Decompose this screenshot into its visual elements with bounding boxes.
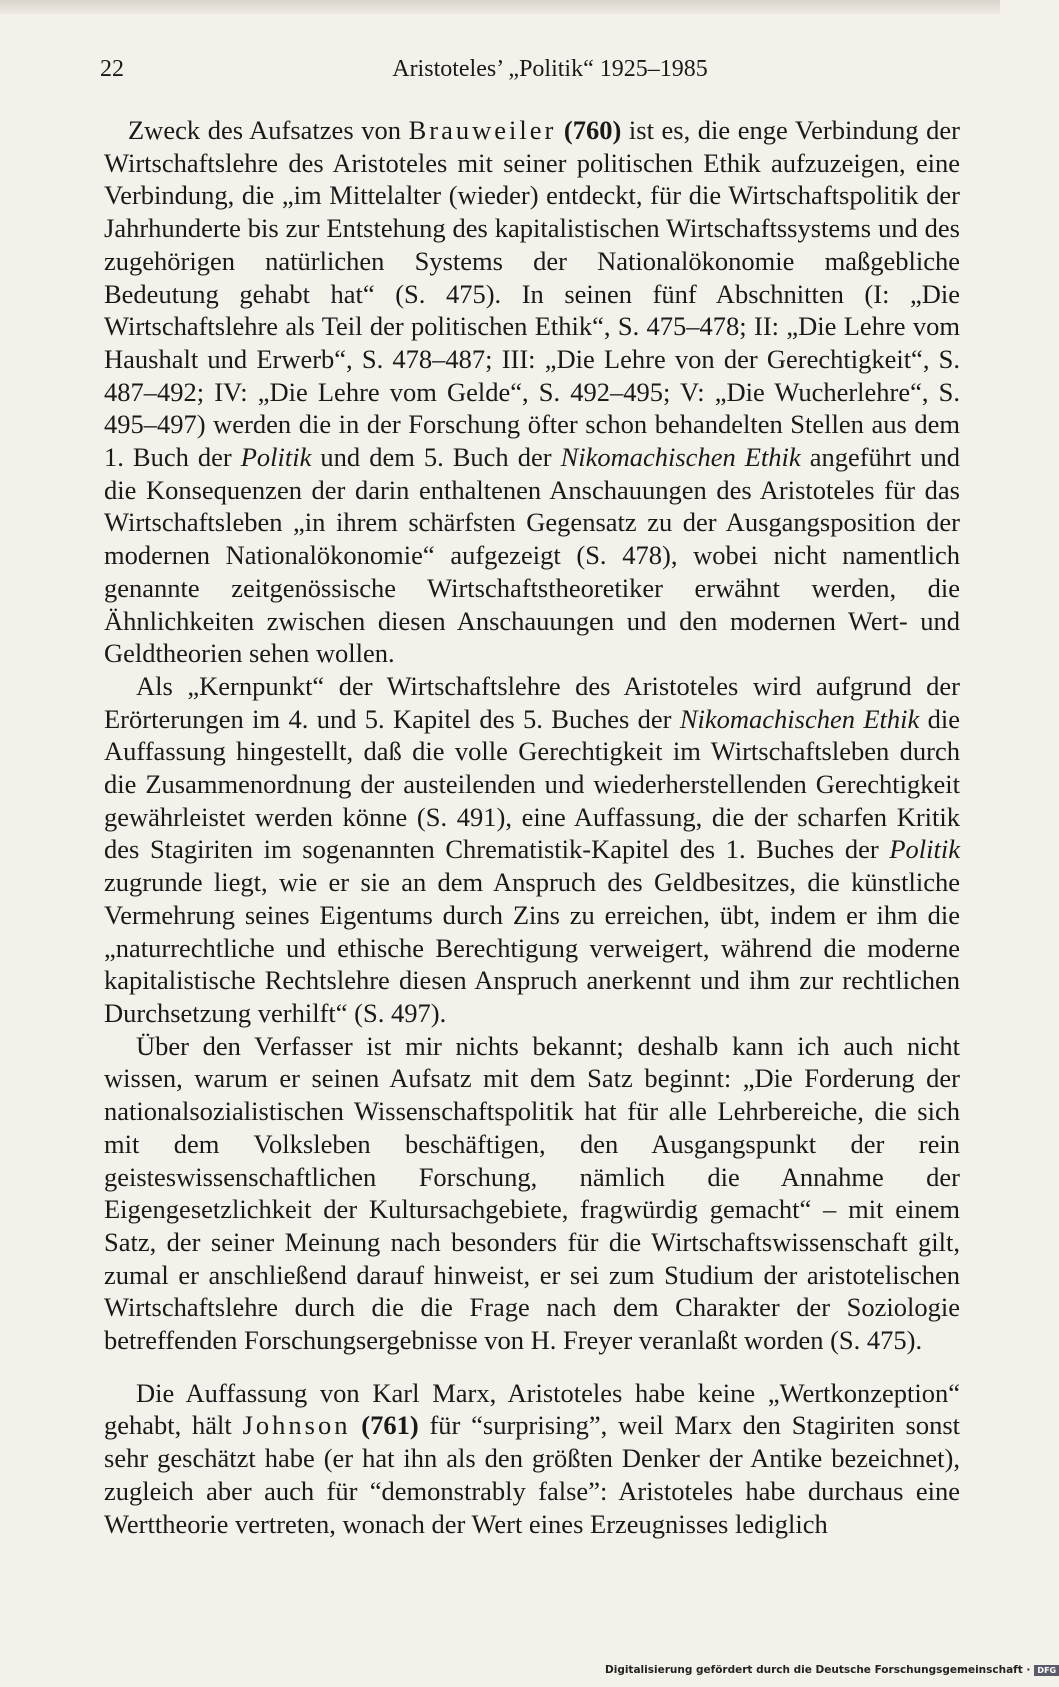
page-number: 22	[100, 56, 124, 82]
paragraph-4	[104, 1377, 960, 1541]
work-title: Politik	[889, 834, 960, 865]
scan-top-edge	[0, 0, 1000, 14]
reference-number: (761)	[361, 1410, 419, 1441]
page-header	[100, 56, 960, 90]
paragraph-3	[104, 1030, 960, 1357]
work-title: Nikomachischen Ethik	[679, 703, 920, 734]
author-name-johnson: Johnson	[242, 1410, 351, 1441]
author-name-brauweiler: Brauweiler	[408, 115, 557, 145]
body-text	[104, 114, 960, 1540]
text-span: und dem 5. Buch der	[311, 442, 561, 473]
digitization-footer	[605, 1664, 1057, 1682]
work-title: Nikomachischen Ethik	[560, 442, 801, 473]
text-span	[350, 1410, 361, 1440]
text-span: Über den Verfasser ist mir nichts bekannt; deshalb kann ich auch nicht wissen, warum er seinen Aufsatz mit dem Satz beginnt: „Die Forderung der nationalsozialistischen Wissenschaftspolitik hat für alle Lehrbereiche, die sich mit dem Volksleben beschäftigen, den Ausgangspunkt der rein geisteswissenschaftlichen Forschung, nämlich die Annahme der Eigengesetzlichkeit der Kultursachgebiete, fragwürdig gemacht“ – mit einem Satz, der seiner Meinung nach besonders für die Wirtschaftswissenschaft gilt, zumal er anschließend darauf hinweist, er sei zum Studium der aristotelischen Wirtschaftslehre durch die die Frage nach dem Charakter der Soziologie betreffenden Forschungsergebnisse von H. Freyer veranlaßt worden (S. 475).	[104, 1030, 960, 1356]
running-title: Aristoteles’ „Politik“ 1925–1985	[392, 56, 708, 82]
paragraph-2	[104, 670, 960, 1030]
work-title: Politik	[240, 442, 312, 473]
text-span: Die Auffassung von Karl Marx, Aristoteles habe keine „Wertkonzeption“ gehabt, hält	[104, 1377, 960, 1441]
text-span: die Auffassung hingestellt, daß die volle Gerechtigkeit im Wirtschaftsleben durch die Zusammenordnung der austeilenden und wiederherstellenden Gerechtigkeit gewährleistet werden könne (S. 491), eine Auffassung, die der scharfen Kritik des Stagiriten im sogenannten Chrematistik-Kapitel des 1. Buches der	[104, 703, 961, 865]
text-span: angeführt und die Konsequenzen der darin enthaltenen Anschauungen des Aristoteles für das Wirtschaftsleben „in ihrem schärfsten Gegensatz zu der Ausgangsposition der modernen Nationalökonomie“ aufgezeigt (S. 478), wobei nicht namentlich genannte zeitgenössische Wirtschaftstheoretiker erwähnt werden, die Ähnlichkeiten zwischen diesen Anschauungen und den modernen Wert- und Geldtheorien sehen wollen.	[104, 442, 961, 669]
paragraph-1	[104, 114, 960, 670]
text-span: zugrunde liegt, wie er sie an dem Anspruch des Geldbesitzes, die künstliche Vermehrung seines Eigentums durch Zins zu erreichen, übt, indem er ihm die „naturrechtliche und ethische Berechtigung verweigert, während die moderne kapitalistische Rechtslehre diesen Anspruch anerkennt und ihm zur rechtlichen Durchsetzung verhilft“ (S. 497).	[104, 867, 960, 1028]
funding-note: Digitalisierung gefördert durch die Deutsche Forschungsgemeinschaft ·	[605, 1664, 1031, 1676]
dfg-logo: DFG	[1034, 1665, 1059, 1676]
text-span: für “surprising”, weil Marx den Stagiriten sonst sehr geschätzt habe (er hat ihn als den größten Denker der Antike bezeichnet), zugleich aber auch für “demonstrably false”: Aristoteles habe durchaus eine Werttheorie vertreten, wonach der Wert eines Erzeugnisses lediglich	[104, 1410, 961, 1539]
reference-number: (760)	[563, 115, 622, 145]
text-span: Zweck des Aufsatzes von	[128, 115, 409, 145]
text-span: Als „Kernpunkt“ der Wirtschaftslehre des Aristoteles wird aufgrund der Erörterungen im 4. und 5. Kapitel des 5. Buches der	[104, 670, 960, 734]
text-span	[556, 115, 564, 145]
text-span: ist es, die enge Verbindung der Wirtschaftslehre des Aristoteles mit seiner politischen Ethik aufzuzeigen, eine Verbindung, die „im Mittelalter (wieder) entdeckt, für die Wirtschaftspolitik der Jahrhunderte bis zur Entstehung des kapitalistischen Wirtschaftssystems und des zugehörigen natürlichen Systems der Nationalökonomie maßgebliche Bedeutung gehabt hat“ (S. 475). In seinen fünf Abschnitten (I: „Die Wirtschaftslehre als Teil der politischen Ethik“, S. 475–478; II: „Die Lehre vom Haushalt und Erwerb“, S. 478–487; III: „Die Lehre von der Gerechtigkeit“, S. 487–492; IV: „Die Lehre vom Gelde“, S. 492–495; V: „Die Wucherlehre“, S. 495–497) werden die in der Forschung öfter schon behandelten Stellen aus dem 1. Buch der	[104, 115, 960, 473]
